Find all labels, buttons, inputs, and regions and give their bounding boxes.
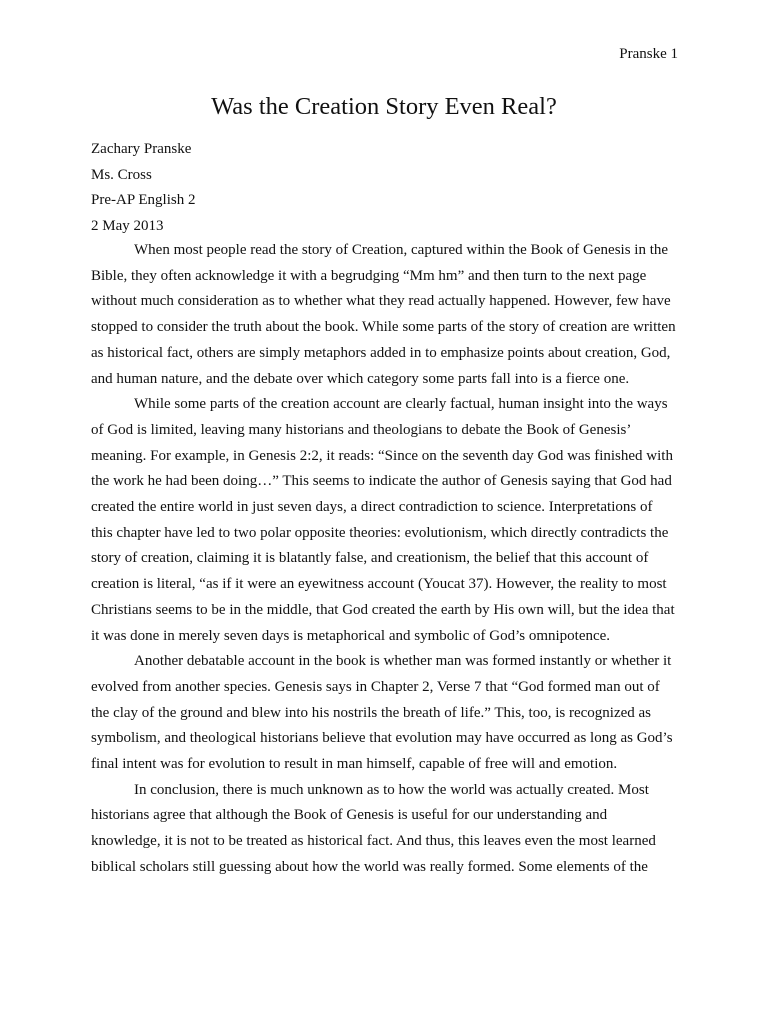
paragraph-line: created the entire world in just seven days, a direct contradiction to science. Interpretations of bbox=[91, 499, 653, 516]
essay-title: Was the Creation Story Even Real? bbox=[211, 93, 557, 120]
paragraph-line: historians agree that although the Book of Genesis is useful for our understanding and bbox=[91, 807, 608, 824]
paragraph-3 bbox=[91, 649, 691, 778]
course-name: Pre-AP English 2 bbox=[91, 192, 196, 209]
paragraph-line: In conclusion, there is much unknown as to how the world was actually created. Most bbox=[134, 781, 649, 798]
paragraph-line: knowledge, it is not to be treated as historical fact. And thus, this leaves even the most learned bbox=[91, 833, 656, 850]
instructor-name: Ms. Cross bbox=[91, 166, 152, 183]
paragraph-line: While some parts of the creation account are clearly factual, human insight into the ways bbox=[134, 396, 668, 413]
paragraph-line: Christians seems to be in the middle, that God created the earth by His own will, but the idea that bbox=[91, 601, 675, 618]
paragraph-line: When most people read the story of Creation, captured within the Book of Genesis in the bbox=[134, 242, 669, 258]
paragraph-4 bbox=[91, 778, 691, 881]
paragraph-line: of God is limited, leaving many historians and theologians to debate the Book of Genesis’ bbox=[91, 421, 632, 438]
paragraph-line: this chapter have led to two polar opposite theories: evolutionism, which directly contradicts the bbox=[91, 524, 669, 541]
paragraph-line: as historical fact, others are simply metaphors added in to emphasize points about creation, God, bbox=[91, 344, 671, 361]
paragraph-line: creation is literal, “as if it were an eyewitness account (Youcat 37). However, the reality to most bbox=[91, 576, 667, 593]
paragraph-line: biblical scholars still guessing about how the world was really formed. Some elements of the bbox=[91, 858, 648, 875]
paragraph-line: evolved from another species. Genesis says in Chapter 2, Verse 7 that “God formed man out of bbox=[91, 678, 660, 695]
paragraph-line: symbolism, and theological historians believe that evolution may have occurred as long as God’s bbox=[91, 730, 673, 747]
paragraph-line: final intent was for evolution to result in man himself, capable of free will and emotion. bbox=[91, 756, 618, 773]
paragraph-line: Another debatable account in the book is whether man was formed instantly or whether it bbox=[134, 653, 672, 670]
running-header-page-number: Pranske 1 bbox=[619, 46, 678, 62]
mla-heading bbox=[91, 137, 691, 240]
paragraph-line: and human nature, and the debate over which category some parts fall into is a fierce one. bbox=[91, 370, 630, 387]
paragraph-line: the clay of the ground and blew into his nostrils the breath of life.” This, too, is recognized as bbox=[91, 704, 652, 721]
paragraph-line: story of creation, claiming it is blatantly false, and creationism, the belief that this account of bbox=[91, 550, 649, 567]
paragraph-line: the work he had been doing…” This seems to indicate the author of Genesis saying that God had bbox=[91, 473, 672, 490]
paragraph-1 bbox=[91, 238, 691, 392]
essay-body bbox=[91, 238, 691, 881]
paragraph-line: stopped to consider the truth about the book. While some parts of the story of creation are written bbox=[91, 319, 676, 336]
paragraph-line: it was done in merely seven days is metaphorical and symbolic of God’s omnipotence. bbox=[91, 627, 611, 644]
author-name: Zachary Pranske bbox=[91, 141, 192, 157]
paragraph-line: Bible, they often acknowledge it with a begrudging “Mm hm” and then turn to the next page bbox=[91, 267, 647, 284]
paragraph-line: meaning. For example, in Genesis 2:2, it reads: “Since on the seventh day God was finished with bbox=[91, 447, 673, 464]
paragraph-line: without much consideration as to whether what they read actually happened. However, few have bbox=[91, 293, 671, 310]
paragraph-2 bbox=[91, 392, 691, 649]
essay-date: 2 May 2013 bbox=[91, 218, 164, 235]
